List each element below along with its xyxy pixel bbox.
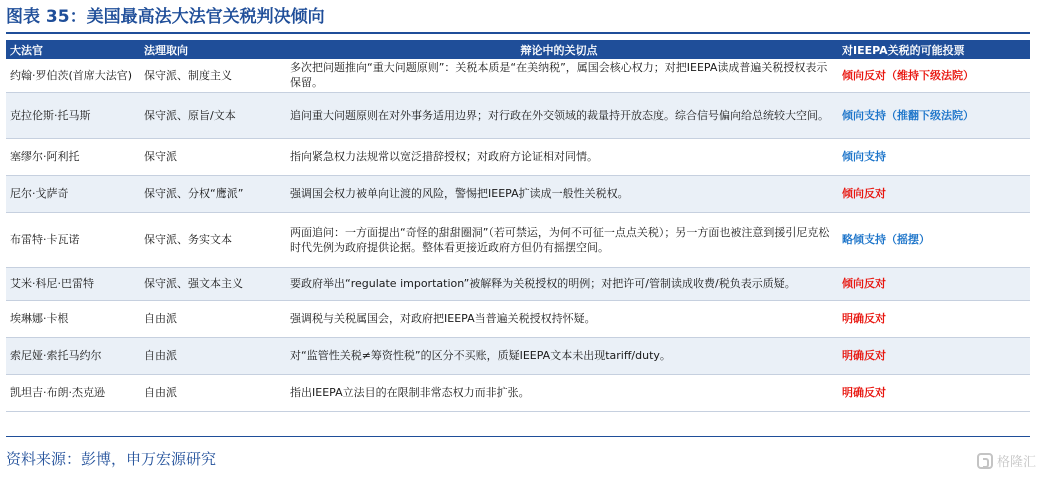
justice-name: 塞缪尔·阿利托 (6, 138, 140, 175)
vote-stance: 明确反对 (838, 337, 1030, 374)
vote-stance: 明确反对 (838, 374, 1030, 411)
vote-stance: 略倾支持（摇摆） (838, 212, 1030, 267)
legal-orientation: 保守派、务实文本 (140, 212, 280, 267)
justice-name: 凯坦吉·布朗·杰克逊 (6, 374, 140, 411)
vote-stance: 倾向支持 (838, 138, 1030, 175)
debate-concern: 对“监管性关税≠筹资性税”的区分不买账，质疑IEEPA文本未出现tariff/duty。 (280, 337, 838, 374)
justice-name: 索尼娅·索托马约尔 (6, 337, 140, 374)
legal-orientation: 自由派 (140, 337, 280, 374)
debate-concern: 指向紧急权力法规常以宽泛措辞授权；对政府方论证相对同情。 (280, 138, 838, 175)
legal-orientation: 自由派 (140, 300, 280, 337)
vote-stance: 倾向反对（维持下级法院） (838, 59, 1030, 92)
legal-orientation: 保守派、原旨/文本 (140, 92, 280, 138)
justice-name: 约翰·罗伯茨(首席大法官) (6, 59, 140, 92)
table-row (6, 138, 1030, 175)
vote-stance: 倾向支持（推翻下级法院） (838, 92, 1030, 138)
debate-concern: 强调国会权力被单向让渡的风险，警惕把IEEPA扩读成一般性关税权。 (280, 175, 838, 212)
debate-concern: 要政府举出“regulate importation”被解释为关税授权的明例；对把许可/管制读成收费/税负表示质疑。 (280, 267, 838, 300)
vote-stance: 倾向反对 (838, 175, 1030, 212)
gelonghui-logo-icon (977, 453, 993, 469)
header-vote: 对IEEPA关税的可能投票 (838, 40, 1030, 59)
title-divider (6, 32, 1030, 34)
vote-stance: 倾向反对 (838, 267, 1030, 300)
source-note: 资料来源：彭博，申万宏源研究 (6, 450, 217, 468)
bottom-divider (6, 436, 1030, 437)
debate-concern: 两面追问：一方面提出“奇怪的甜甜圈洞”（若可禁运，为何不可征一点点关税）；另一方面也被注意到援引尼克松时代先例为政府提供论据。整体看更接近政府方但仍有摇摆空间。 (280, 212, 838, 267)
header-justice: 大法官 (6, 40, 140, 59)
legal-orientation: 保守派、强文本主义 (140, 267, 280, 300)
watermark (977, 451, 1036, 470)
table-row (6, 337, 1030, 374)
table-row (6, 374, 1030, 411)
legal-orientation: 自由派 (140, 374, 280, 411)
header-orientation: 法理取向 (140, 40, 280, 59)
justice-table (6, 40, 1030, 412)
legal-orientation: 保守派、分权“鹰派” (140, 175, 280, 212)
debate-concern: 指出IEEPA立法目的在限制非常态权力而非扩张。 (280, 374, 838, 411)
justice-name: 尼尔·戈萨奇 (6, 175, 140, 212)
table-row (6, 59, 1030, 92)
table-row (6, 92, 1030, 138)
justice-name: 布雷特·卡瓦诺 (6, 212, 140, 267)
table-row (6, 267, 1030, 300)
table-row (6, 300, 1030, 337)
page-title: 图表 35：美国最高法大法官关税判决倾向 (6, 7, 325, 27)
table-row (6, 175, 1030, 212)
justice-name: 埃琳娜·卡根 (6, 300, 140, 337)
vote-stance: 明确反对 (838, 300, 1030, 337)
justice-name: 艾米·科尼·巴雷特 (6, 267, 140, 300)
legal-orientation: 保守派 (140, 138, 280, 175)
debate-concern: 多次把问题推向“重大问题原则”：关税本质是“在美纳税”，属国会核心权力；对把IEEPA读成普遍关税授权表示保留。 (280, 59, 838, 92)
debate-concern: 追问重大问题原则在对外事务适用边界；对行政在外交领域的裁量持开放态度。综合信号偏向给总统较大空间。 (280, 92, 838, 138)
table-row (6, 212, 1030, 267)
header-concern: 辩论中的关切点 (280, 40, 838, 59)
table-body (6, 59, 1030, 411)
legal-orientation: 保守派、制度主义 (140, 59, 280, 92)
table-header-row (6, 40, 1030, 59)
watermark-text: 格隆汇 (996, 455, 1036, 470)
justice-name: 克拉伦斯·托马斯 (6, 92, 140, 138)
debate-concern: 强调税与关税属国会，对政府把IEEPA当普遍关税授权持怀疑。 (280, 300, 838, 337)
